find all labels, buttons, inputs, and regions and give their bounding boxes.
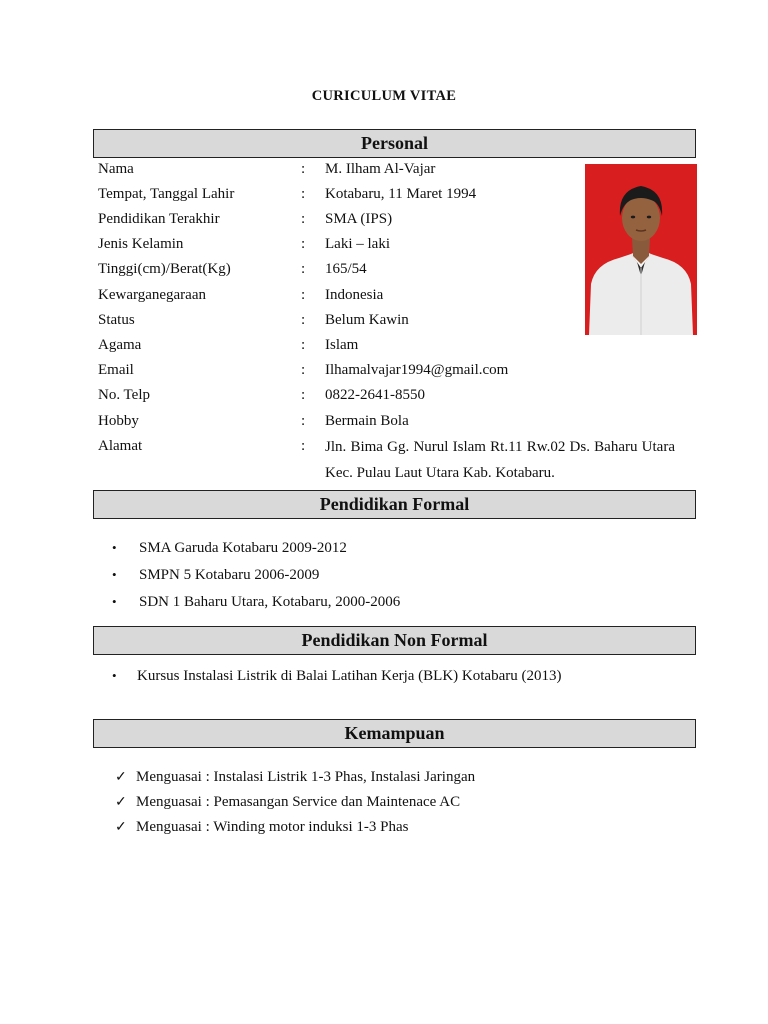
info-separator: :	[301, 261, 306, 277]
section-skills-header	[93, 719, 696, 748]
list-item	[112, 665, 561, 687]
info-value: Bermain Bola	[325, 413, 409, 429]
info-value: SMA (IPS)	[325, 211, 393, 227]
check-icon: ✓	[115, 770, 127, 785]
section-personal-title: Personal	[361, 133, 428, 153]
list-item-text: SMPN 5 Kotabaru 2006-2009	[139, 567, 320, 583]
section-personal-header	[93, 129, 696, 158]
section-formal-header	[93, 490, 696, 519]
info-separator: :	[301, 236, 306, 252]
check-icon: ✓	[115, 820, 127, 835]
info-value: Islam	[325, 337, 359, 353]
info-separator: :	[301, 362, 306, 378]
info-separator: :	[301, 312, 306, 328]
skill-item	[115, 791, 460, 814]
profile-photo	[585, 164, 697, 335]
info-value: Kotabaru, 11 Maret 1994	[325, 186, 477, 202]
info-label: No. Telp	[98, 387, 151, 403]
info-separator: :	[301, 438, 306, 454]
info-value: Laki – laki	[325, 236, 390, 252]
info-label: Tempat, Tanggal Lahir	[98, 186, 235, 202]
bullet-icon: •	[112, 594, 117, 609]
info-row	[98, 409, 678, 434]
person-portrait-icon	[585, 164, 697, 335]
list-item	[112, 537, 347, 559]
skill-item	[115, 816, 408, 839]
info-value: Indonesia	[325, 287, 384, 303]
info-value: 165/54	[325, 261, 367, 277]
info-row	[98, 358, 678, 383]
info-label: Pendidikan Terakhir	[98, 211, 220, 227]
bullet-icon: •	[112, 567, 117, 582]
skill-item	[115, 766, 475, 789]
list-item	[112, 564, 319, 586]
info-separator: :	[301, 413, 306, 429]
info-label: Status	[98, 312, 135, 328]
section-formal-title: Pendidikan Formal	[319, 494, 470, 514]
bullet-icon: •	[112, 668, 117, 683]
check-icon: ✓	[115, 795, 127, 810]
info-row	[98, 383, 678, 408]
list-item-text: Kursus Instalasi Listrik di Balai Latihan Kerja (BLK) Kotabaru (2013)	[137, 668, 562, 684]
phone-value: 0822-2641-8550	[325, 387, 425, 403]
info-value: Belum Kawin	[325, 312, 409, 328]
info-label: Email	[98, 362, 134, 378]
skill-item-text: Menguasai : Winding motor induksi 1-3 Phas	[136, 819, 409, 835]
info-separator: :	[301, 337, 306, 353]
section-nonformal-header	[93, 626, 696, 655]
list-item-text: SDN 1 Baharu Utara, Kotabaru, 2000-2006	[139, 594, 401, 610]
info-separator: :	[301, 287, 306, 303]
info-label: Alamat	[98, 438, 143, 454]
info-label: Jenis Kelamin	[98, 236, 184, 252]
info-label: Nama	[98, 161, 134, 177]
info-separator: :	[301, 161, 306, 177]
list-item	[112, 591, 400, 613]
section-nonformal-title: Pendidikan Non Formal	[301, 630, 488, 650]
info-row	[98, 333, 678, 358]
skill-item-text: Menguasai : Instalasi Listrik 1-3 Phas, Instalasi Jaringan	[136, 769, 476, 785]
address-value: Jln. Bima Gg. Nurul Islam Rt.11 Rw.02 Ds. Baharu Utara Kec. Pulau Laut Utara Kab. Kotabaru.	[325, 439, 675, 481]
email-value: Ilhamalvajar1994@gmail.com	[325, 362, 509, 378]
list-item-text: SMA Garuda Kotabaru 2009-2012	[139, 540, 347, 556]
info-label: Agama	[98, 337, 142, 353]
info-separator: :	[301, 186, 306, 202]
info-separator: :	[301, 211, 306, 227]
info-label: Tinggi(cm)/Berat(Kg)	[98, 261, 231, 277]
doc-title: CURICULUM VITAE	[311, 88, 457, 104]
skill-item-text: Menguasai : Pemasangan Service dan Maintenace AC	[136, 794, 461, 810]
bullet-icon: •	[112, 540, 117, 555]
info-label: Hobby	[98, 413, 139, 429]
info-label: Kewarganegaraan	[98, 287, 206, 303]
info-value: M. Ilham Al-Vajar	[325, 161, 436, 177]
info-separator: :	[301, 387, 306, 403]
section-skills-title: Kemampuan	[344, 723, 445, 743]
